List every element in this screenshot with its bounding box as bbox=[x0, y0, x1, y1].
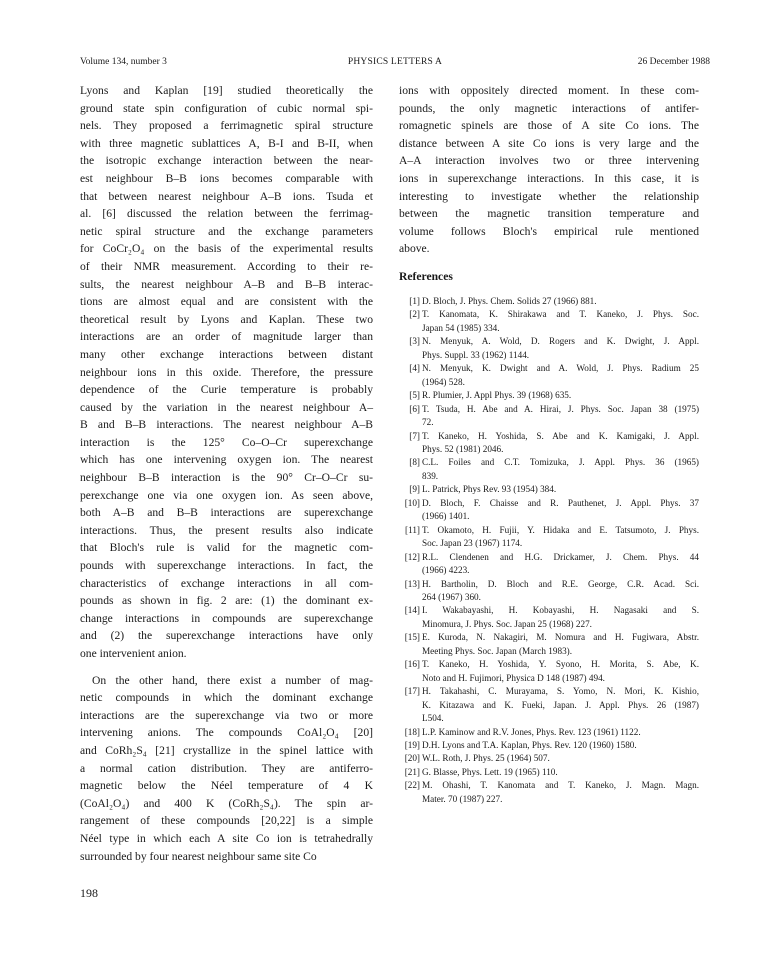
reference-number: [9] bbox=[409, 484, 420, 495]
reference-text: N. Menyuk, A. Wold, D. Rogers and K. Dwight, J. Appl. bbox=[422, 336, 699, 347]
reference-item bbox=[399, 295, 699, 308]
text-line: rangement of these compounds [20,22] is a simple bbox=[80, 814, 373, 828]
text-line: interactions are the superexchange via two or more bbox=[80, 708, 373, 722]
reference-item bbox=[399, 389, 699, 402]
reference-text: 264 (1967) 360. bbox=[422, 591, 481, 602]
text-line: for CoCr₂O₄ on the basis of the experimental results bbox=[80, 242, 373, 256]
reference-text: T. Kanomata, K. Shirakawa and T. Kaneko, J. Phys. Soc. bbox=[422, 309, 699, 320]
reference-text: N. Menyuk, K. Dwight and A. Wold, J. Phys. Radium 25 bbox=[422, 363, 699, 374]
text-line: which has one intervening oxygen ion. The nearest bbox=[80, 453, 373, 467]
reference-text: Soc. Japan 23 (1967) 1174. bbox=[422, 538, 523, 549]
references-heading: References bbox=[399, 270, 453, 283]
text-line: netic spiral structure and the exchange parameters bbox=[80, 224, 373, 238]
reference-text: D. Bloch, F. Chaisse and R. Pauthenet, J. Appl. Phys. 37 bbox=[422, 497, 699, 508]
text-line: nels. They proposed a ferrimagnetic spiral structure bbox=[80, 119, 373, 133]
reference-text: D.H. Lyons and T.A. Kaplan, Phys. Rev. 120 (1960) 1580. bbox=[422, 739, 637, 750]
reference-item bbox=[399, 658, 699, 685]
text-line: neighbour ions in this oxide. Therefore, the pressure bbox=[80, 365, 373, 379]
reference-item bbox=[399, 497, 699, 524]
reference-number: [21] bbox=[404, 766, 420, 777]
reference-text: Minomura, J. Phys. Soc. Japan 25 (1968) 227. bbox=[422, 618, 592, 629]
text-line: surrounded by four nearest neighbour same site Co bbox=[80, 849, 317, 863]
reference-text: Noto and H. Fujimori, Physica D 148 (1987) 494. bbox=[422, 672, 605, 683]
text-line: Néel type in which each A site Co ion is tetrahedrally bbox=[80, 831, 373, 845]
reference-text: (1966) 4223. bbox=[422, 565, 470, 576]
text-line: A–A interaction involves two or three intervening bbox=[399, 154, 699, 168]
text-line: (CoAl₂O₄) and 400 K (CoRh₂S₄). The spin ar- bbox=[80, 796, 373, 810]
reference-text: T. Kaneko, H. Yoshida, S. Abe and K. Kamigaki, J. Appl. bbox=[422, 430, 699, 441]
reference-item bbox=[399, 604, 699, 631]
reference-text: E. Kuroda, N. Nakagiri, M. Nomura and H. Fugiwara, Abstr. bbox=[422, 632, 699, 643]
text-line: distance between A site Co ions is very large and the bbox=[399, 136, 699, 150]
reference-text: W.L. Roth, J. Phys. 25 (1964) 507. bbox=[422, 753, 550, 764]
reference-text: L.P. Kaminow and R.V. Jones, Phys. Rev. 123 (1961) 1122. bbox=[422, 726, 641, 737]
reference-number: [6] bbox=[409, 403, 420, 414]
right-column bbox=[399, 82, 699, 258]
text-line: B and B–B interactions. The nearest neighbour A–B bbox=[80, 418, 373, 432]
reference-text: H. Bartholin, D. Bloch and R.E. George, C.R. Acad. Sci. bbox=[422, 578, 699, 589]
reference-item bbox=[399, 403, 699, 430]
text-line: interesting to investigate whether the relationship bbox=[399, 189, 699, 203]
references-list bbox=[399, 295, 699, 806]
reference-item bbox=[399, 779, 699, 806]
reference-text: Phys. Suppl. 33 (1962) 1144. bbox=[422, 349, 530, 360]
reference-number: [10] bbox=[404, 497, 420, 508]
text-line: volume follows Bloch's empirical rule mentioned bbox=[399, 224, 699, 238]
text-line: netic compounds in which the dominant exchange bbox=[80, 691, 373, 705]
text-line: the isotropic exchange interaction between the near- bbox=[80, 154, 373, 168]
journal-title: PHYSICS LETTERS A bbox=[347, 57, 443, 67]
reference-number: [14] bbox=[404, 605, 420, 616]
reference-text: C.L. Foiles and C.T. Tomizuka, J. Appl. Phys. 36 (1965) bbox=[422, 457, 699, 468]
reference-text: T. Kaneko, H. Yoshida, Y. Syono, H. Morita, S. Abe, K. bbox=[422, 659, 699, 670]
volume-label: Volume 134, number 3 bbox=[80, 57, 167, 67]
reference-text: 72. bbox=[422, 417, 434, 428]
text-line: a normal cation distribution. They are antiferro- bbox=[80, 761, 373, 775]
reference-item bbox=[399, 766, 699, 779]
running-header bbox=[80, 57, 710, 71]
reference-number: [1] bbox=[409, 296, 420, 306]
body-paragraph bbox=[80, 672, 373, 866]
reference-text: K. Kitazawa and K. Fueki, Japan. J. Appl. Phys. 26 (1987) bbox=[422, 699, 699, 710]
text-line: est neighbour B–B ions becomes comparable with bbox=[80, 171, 373, 185]
reference-item bbox=[399, 551, 699, 578]
reference-item bbox=[399, 335, 699, 362]
text-line: interactions. Thus, the present results also indicate bbox=[80, 523, 373, 537]
text-line: interaction is the 125° Co–O–Cr superexchange bbox=[80, 435, 373, 449]
reference-number: [8] bbox=[409, 457, 420, 468]
text-line: change interactions in compounds are superexchange bbox=[80, 611, 373, 625]
reference-number: [16] bbox=[404, 659, 420, 670]
reference-item bbox=[399, 685, 699, 725]
text-line: romagnetic spinels are those of A site Co ions. The bbox=[399, 119, 699, 133]
reference-text: Mater. 70 (1987) 227. bbox=[422, 793, 503, 804]
reference-text: R.L. Clendenen and H.G. Drickamer, J. Chem. Phys. 44 bbox=[422, 551, 699, 562]
reference-number: [12] bbox=[404, 551, 420, 562]
text-line: Lyons and Kaplan [19] studied theoretically the bbox=[80, 84, 373, 97]
reference-text: Meeting Phys. Soc. Japan (March 1983). bbox=[422, 645, 573, 656]
reference-number: [22] bbox=[404, 780, 420, 791]
text-line: interactions are an order of magnitude larger than bbox=[80, 330, 373, 344]
reference-text: L. Patrick, Phys Rev. 93 (1954) 384. bbox=[422, 484, 557, 495]
text-line: both A–B and B–B interactions are superexchange bbox=[80, 506, 373, 520]
text-line: neighbour B–B interaction is the 90° Cr–O–Cr su- bbox=[80, 471, 373, 485]
body-paragraph bbox=[80, 82, 373, 663]
reference-text: (1964) 528. bbox=[422, 376, 465, 387]
reference-item bbox=[399, 308, 699, 335]
reference-text: M. Ohashi, T. Kanomata and T. Kaneko, J. Magn. Magn. bbox=[422, 780, 699, 791]
text-line: that between nearest neighbour A–B ions. Tsuda et bbox=[80, 189, 373, 203]
text-line: with three magnetic sublattices A, B-I and B-II, when bbox=[80, 136, 373, 150]
reference-number: [5] bbox=[409, 390, 420, 401]
reference-text: Japan 54 (1985) 334. bbox=[422, 322, 500, 333]
reference-item bbox=[399, 726, 699, 739]
text-line: magnetic below the Néel temperature of 4 K bbox=[80, 779, 373, 793]
reference-number: [4] bbox=[409, 363, 420, 374]
reference-number: [7] bbox=[409, 430, 420, 441]
reference-number: [17] bbox=[404, 686, 420, 697]
text-line: that Bloch's rule is valid for the magnetic com- bbox=[80, 541, 373, 555]
text-line: of their NMR measurement. According to their re- bbox=[80, 259, 373, 273]
reference-text: Phys. 52 (1981) 2046. bbox=[422, 443, 504, 454]
text-line: perexchange one via one oxygen ion. As seen above, bbox=[80, 488, 373, 502]
issue-date: 26 December 1988 bbox=[637, 57, 710, 67]
reference-text: R. Plumier, J. Appl Phys. 39 (1968) 635. bbox=[422, 390, 572, 401]
text-line: one intervenient anion. bbox=[80, 647, 187, 660]
text-line: theoretical result by Lyons and Kaplan. These two bbox=[80, 312, 373, 326]
text-line: ions with oppositely directed moment. In these com- bbox=[399, 84, 699, 97]
reference-number: [3] bbox=[409, 336, 420, 347]
text-line: characteristics of exchange interactions in all com- bbox=[80, 576, 373, 590]
text-line: caused by the variation in the nearest neighbour A– bbox=[80, 400, 373, 414]
body-paragraph bbox=[399, 82, 699, 258]
reference-item bbox=[399, 752, 699, 765]
reference-number: [15] bbox=[404, 632, 420, 643]
reference-text: T. Tsuda, H. Abe and A. Hirai, J. Phys. Soc. Japan 38 (1975) bbox=[422, 403, 699, 414]
reference-item bbox=[399, 524, 699, 551]
text-line: On the other hand, there exist a number of mag- bbox=[92, 673, 373, 687]
text-line: pounds with superexchange interactions. In fact, the bbox=[80, 559, 373, 573]
reference-number: [18] bbox=[404, 726, 420, 737]
text-line: pounds, the only magnetic interactions of antifer- bbox=[399, 101, 699, 115]
text-line: ions in superexchange interactions. In this case, it is bbox=[399, 171, 699, 185]
text-line: tions are almost equal and are consistent with the bbox=[80, 295, 373, 309]
reference-item bbox=[399, 362, 699, 389]
text-line: ground state spin configuration of cubic normal spi- bbox=[80, 101, 373, 115]
reference-text: 839. bbox=[422, 470, 439, 481]
reference-text: H. Takahashi, C. Murayama, S. Yomo, N. Mori, K. Kishio, bbox=[422, 686, 699, 697]
reference-text: L504. bbox=[422, 713, 444, 724]
text-line: sults, the nearest neighbour A–B and B–B interac- bbox=[80, 277, 373, 291]
text-line: intervening anions. The compounds CoAl₂O₄ [20] bbox=[80, 726, 373, 740]
reference-number: [11] bbox=[405, 524, 420, 535]
reference-item bbox=[399, 456, 699, 483]
text-line: and (2) the superexchange interactions have only bbox=[80, 629, 373, 643]
reference-text: I. Wakabayashi, H. Kobayashi, H. Nagasaki and S. bbox=[422, 605, 699, 616]
reference-number: [20] bbox=[404, 753, 420, 764]
reference-item bbox=[399, 430, 699, 457]
reference-item bbox=[399, 739, 699, 752]
text-line: pounds as shown in fig. 2 are: (1) the dominant ex- bbox=[80, 594, 373, 608]
text-line: al. [6] discussed the relation between the ferrimag- bbox=[80, 207, 373, 221]
reference-text: T. Okamoto, H. Fujii, Y. Hidaka and E. Tatsumoto, J. Phys. bbox=[422, 524, 699, 535]
reference-item bbox=[399, 483, 699, 496]
reference-number: [2] bbox=[409, 309, 420, 320]
text-line: between the magnetic transition temperature and bbox=[399, 207, 699, 221]
left-column bbox=[80, 82, 373, 865]
reference-item bbox=[399, 631, 699, 658]
text-line: above. bbox=[399, 242, 430, 256]
text-line: and CoRh₂S₄ [21] crystallize in the spinel lattice with bbox=[80, 743, 373, 757]
reference-item bbox=[399, 578, 699, 605]
reference-text: (1966) 1401. bbox=[422, 511, 470, 522]
reference-number: [13] bbox=[404, 578, 420, 589]
reference-text: D. Bloch, J. Phys. Chem. Solids 27 (1966) 881. bbox=[422, 296, 597, 306]
page-number: 198 bbox=[80, 886, 98, 900]
text-line: many other exchange interactions between distant bbox=[80, 347, 373, 361]
reference-number: [19] bbox=[404, 739, 420, 750]
text-line: dependence of the Curie temperature is probably bbox=[80, 383, 373, 397]
reference-text: G. Blasse, Phys. Lett. 19 (1965) 110. bbox=[422, 766, 558, 777]
